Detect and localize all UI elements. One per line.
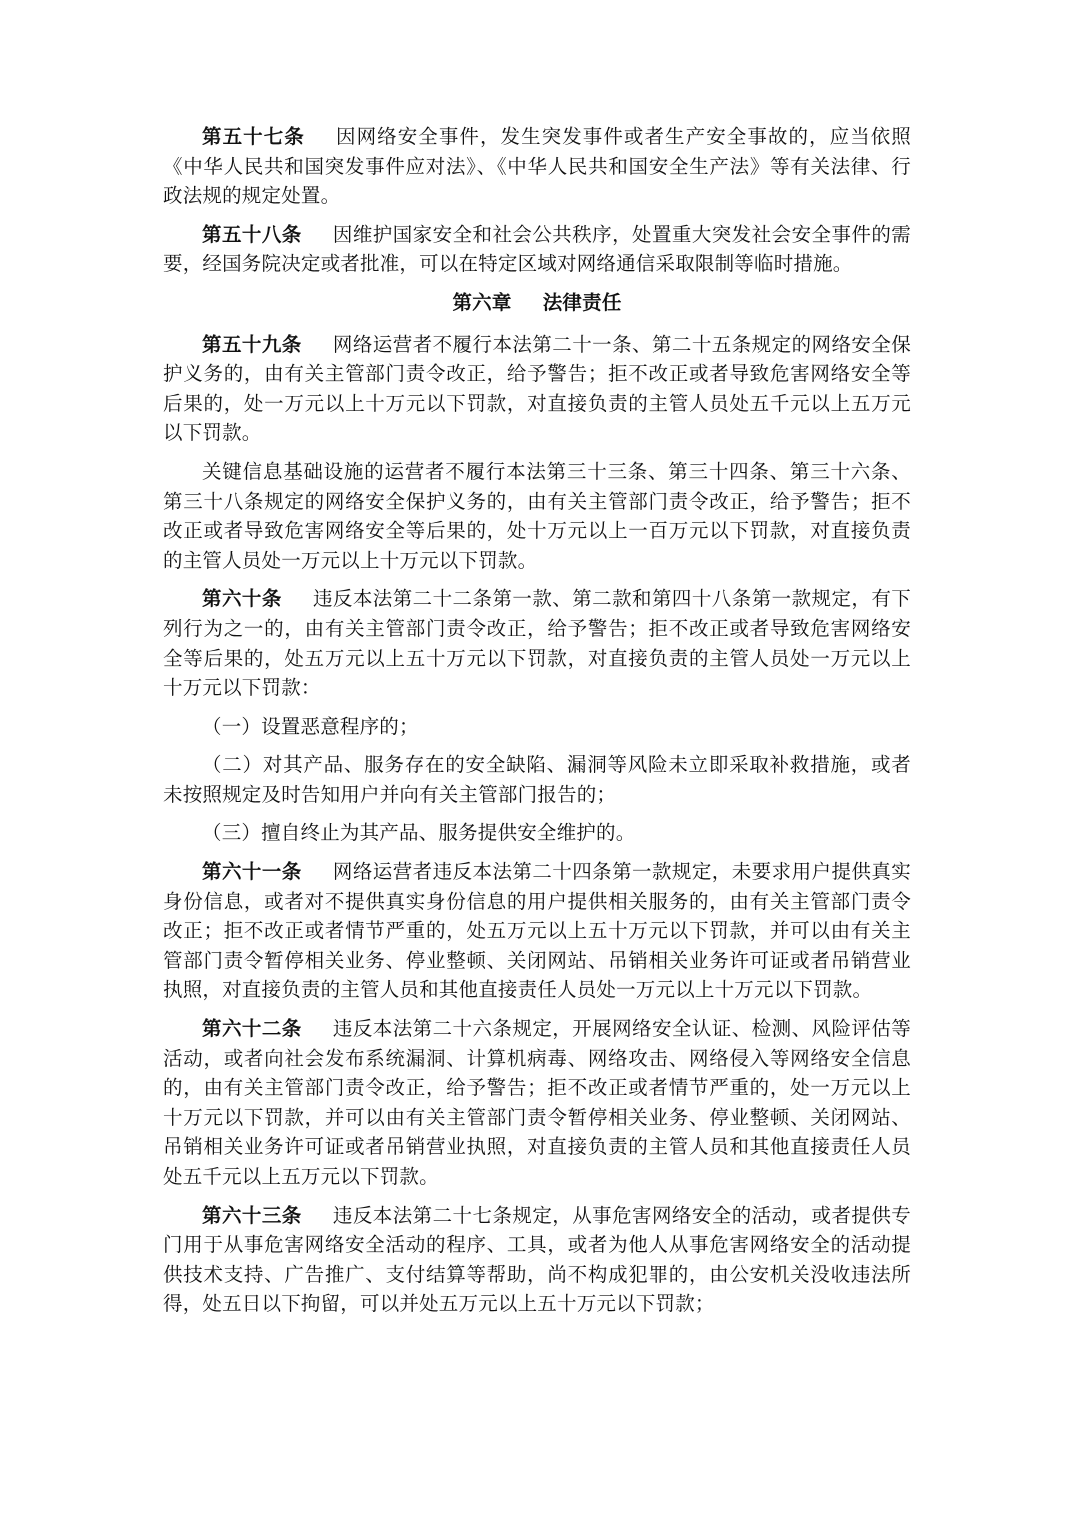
chapter-title: 法律责任: [542, 290, 622, 314]
article-60-item-3: [163, 818, 911, 848]
item-text: （一）设置恶意程序的；: [202, 714, 419, 738]
article-59: [163, 330, 911, 448]
chapter-heading: [163, 288, 911, 318]
article-text: 因网络安全事件，发生突发事件或者生产安全事故的，应当依照《中华人民共和国突发事件应对法》、《中华人民共和国安全生产法》等有关法律、行政法规的规定处置。: [163, 125, 911, 208]
article-60-item-1: [163, 712, 911, 742]
article-label: 第五十九条: [202, 332, 302, 356]
article-label: 第六十二条: [202, 1017, 302, 1041]
item-text: （三）擅自终止为其产品、服务提供安全维护的。: [202, 821, 636, 845]
article-label: 第五十八条: [202, 222, 302, 246]
article-60: [163, 584, 911, 702]
article-62: [163, 1014, 911, 1192]
article-label: 第六十条: [202, 587, 282, 611]
article-text: 网络运营者违反本法第二十四条第一款规定，未要求用户提供真实身份信息，或者对不提供真实身份信息的用户提供相关服务的，由有关主管部门责令改正；拒不改正或者情节严重的，处五万元以上五十万元以下罚款，并可以由有关主管部门责令暂停相关业务、停业整顿、关闭网站、吊销相关业务许可证或者吊销营业执照，对直接负责的主管人员和其他直接责任人员处一万元以上十万元以下罚款。: [163, 860, 911, 1002]
article-text: 关键信息基础设施的运营者不履行本法第三十三条、第三十四条、第三十六条、第三十八条规定的网络安全保护义务的，由有关主管部门责令改正，给予警告；拒不改正或者导致危害网络安全等后果的，处十万元以上一百万元以下罚款，对直接负责的主管人员处一万元以上十万元以下罚款。: [163, 459, 911, 572]
article-60-item-2: [163, 750, 911, 809]
article-text: 网络运营者不履行本法第二十一条、第二十五条规定的网络安全保护义务的，由有关主管部门责令改正，给予警告；拒不改正或者导致危害网络安全等后果的，处一万元以上十万元以下罚款，对直接负责的主管人员处五千元以上五万元以下罚款。: [163, 332, 911, 445]
article-58: [163, 220, 911, 279]
item-text: （二）对其产品、服务存在的安全缺陷、漏洞等风险未立即采取补救措施，或者未按照规定及时告知用户并向有关主管部门报告的；: [163, 753, 911, 806]
article-61: [163, 857, 911, 1005]
article-59-paragraph-2: [163, 457, 911, 575]
chapter-number: 第六章: [452, 290, 512, 314]
article-57: [163, 122, 911, 211]
article-label: 第六十三条: [202, 1203, 302, 1227]
article-label: 第六十一条: [202, 860, 302, 884]
article-text: 违反本法第二十二条第一款、第二款和第四十八条第一款规定，有下列行为之一的，由有关主管部门责令改正，给予警告；拒不改正或者导致危害网络安全等后果的，处五万元以上五十万元以下罚款，对直接负责的主管人员处一万元以上十万元以下罚款：: [163, 587, 911, 700]
article-label: 第五十七条: [202, 125, 305, 148]
article-63: [163, 1201, 911, 1319]
article-text: 违反本法第二十六条规定，开展网络安全认证、检测、风险评估等活动，或者向社会发布系统漏洞、计算机病毒、网络攻击、网络侵入等网络安全信息的，由有关主管部门责令改正，给予警告；拒不改正或者情节严重的，处一万元以上十万元以下罚款，并可以由有关主管部门责令暂停相关业务、停业整顿、关闭网站、吊销相关业务许可证或者吊销营业执照，对直接负责的主管人员和其他直接责任人员处五千元以上五万元以下罚款。: [163, 1017, 911, 1188]
article-text: 因维护国家安全和社会公共秩序，处置重大突发社会安全事件的需要，经国务院决定或者批准，可以在特定区域对网络通信采取限制等临时措施。: [163, 222, 911, 276]
document-page: [163, 122, 911, 1328]
article-text: 违反本法第二十七条规定，从事危害网络安全的活动，或者提供专门用于从事危害网络安全活动的程序、工具，或者为他人从事危害网络安全的活动提供技术支持、广告推广、支付结算等帮助，尚不构成犯罪的，由公安机关没收违法所得，处五日以下拘留，可以并处五万元以上五十万元以下罚款；: [163, 1203, 911, 1316]
